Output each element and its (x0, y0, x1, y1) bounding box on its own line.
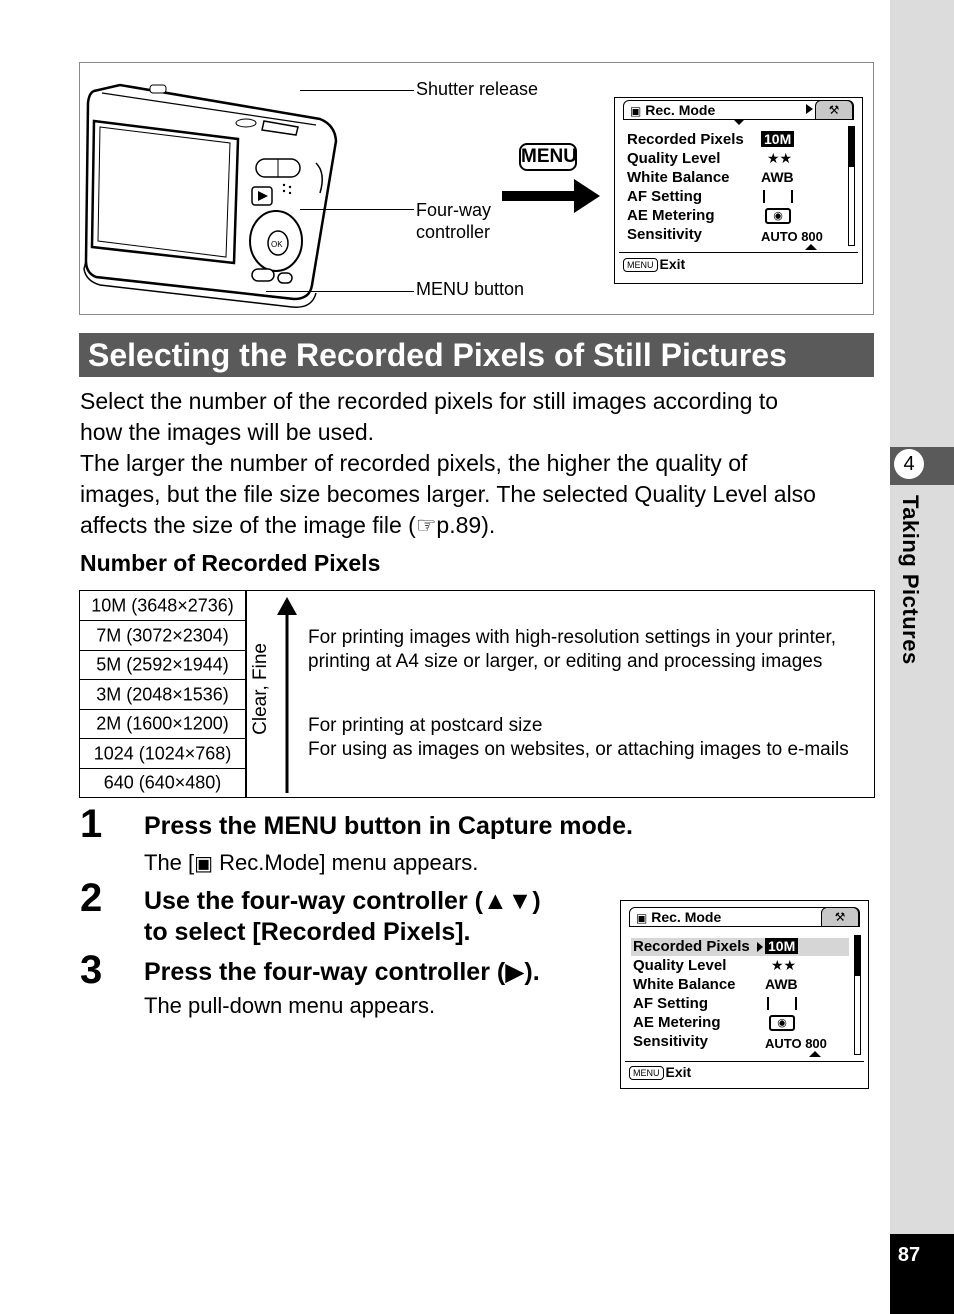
intro-line: images, but the file size becomes larger. The selected Quality Level also (80, 481, 816, 507)
rec-mode-screen-1 (614, 97, 863, 284)
tab-bar (623, 100, 854, 120)
page-reference-link[interactable]: ☞p.89 (415, 512, 482, 538)
table-row: 5M (2592×1944) (80, 651, 246, 680)
intro-line: affects the size of the image file (☞p.89). (80, 512, 496, 538)
page-number: 87 (897, 1244, 921, 1266)
step-1-title: Press the MENU button in Capture mode. (144, 812, 633, 840)
step-3-title: Press the four-way controller (▶). (144, 958, 540, 986)
menu-item-ae-metering: AE Metering (627, 207, 715, 224)
value-quality-stars: ★★ (771, 957, 797, 973)
intro-line: how the images will be used. (80, 419, 375, 445)
recorded-pixels-table (79, 590, 875, 798)
value-sensitivity: AUTO 800 (761, 229, 823, 244)
use-high-resolution: For printing images with high-resolution settings in your printer, printing at A4 size or larger, or editing and processing images (308, 627, 837, 672)
arrow-right-icon (502, 179, 602, 213)
scrollbar (854, 935, 861, 1055)
step-1-subtitle: The [▣ Rec.Mode] menu appears. (144, 850, 479, 875)
intro-line: The larger the number of recorded pixels, the higher the quality of (80, 450, 748, 476)
scrollbar (848, 126, 855, 246)
table-row: 7M (3072×2304) (80, 621, 246, 651)
setup-tab-wrench-icon: ⚒ (821, 907, 859, 927)
menu-key-icon: MENU (519, 143, 577, 171)
page-number-box (890, 1234, 954, 1314)
divider (619, 252, 858, 253)
section-heading-bar (79, 333, 874, 377)
value-sensitivity: AUTO 800 (765, 1036, 827, 1051)
camera-icon: ▣ (636, 911, 648, 925)
ae-metering-icon: ◉ (765, 208, 791, 224)
menu-item-white-balance: White Balance (633, 976, 736, 993)
menu-button-leader (266, 291, 414, 292)
menu-item-af-setting: AF Setting (627, 188, 702, 205)
exit-hint: MENU Exit (629, 1064, 691, 1080)
submenu-arrow-icon (757, 942, 763, 952)
menu-key-icon: MENU (629, 1066, 664, 1080)
step-2-title-line-1: Use the four-way controller (▲▼) (144, 887, 541, 915)
up-arrow-icon (805, 244, 817, 250)
section-heading: Selecting the Recorded Pixels of Still Pictures (88, 337, 787, 373)
quality-axis-label: Clear, Fine (250, 643, 271, 735)
menu-item-sensitivity: Sensitivity (627, 226, 703, 243)
tab-right-arrow-icon (806, 104, 813, 114)
shutter-leader (300, 90, 414, 91)
intro-line: Select the number of the recorded pixels for still images according to (80, 388, 779, 414)
value-quality-stars: ★★ (767, 150, 793, 166)
table-row: 10M (3648×2736) (80, 591, 246, 621)
value-white-balance: AWB (765, 976, 798, 992)
table-row: 3M (2048×1536) (80, 680, 246, 710)
menu-item-recorded-pixels: Recorded Pixels (627, 131, 744, 148)
table-row: 2M (1600×1200) (80, 710, 246, 739)
setup-tab-wrench-icon: ⚒ (815, 100, 853, 120)
chapter-number: 4 (894, 449, 924, 479)
chapter-title-box (887, 495, 927, 695)
value-white-balance: AWB (761, 169, 794, 185)
menu-item-ae-metering: AE Metering (633, 1014, 721, 1031)
menu-item-sensitivity: Sensitivity (633, 1033, 709, 1050)
step-number: 3 (80, 948, 103, 992)
menu-item-recorded-pixels: Recorded Pixels (633, 938, 750, 955)
step-number: 1 (80, 802, 103, 846)
rec-mode-tab: ▣ Rec. Mode (636, 909, 722, 925)
af-frame-icon (767, 997, 797, 1010)
ae-metering-icon: ◉ (769, 1015, 795, 1031)
svg-text:OK: OK (271, 240, 283, 249)
column-divider (246, 591, 247, 797)
tab-bar (629, 907, 860, 927)
quality-up-arrow-icon (276, 597, 298, 793)
rec-mode-screen-2 (620, 900, 869, 1089)
menu-key-icon: MENU (623, 258, 658, 272)
quality-axis-label-box (250, 643, 276, 749)
menu-item-af-setting: AF Setting (633, 995, 708, 1012)
camera-illustration-frame (79, 62, 874, 315)
exit-hint: MENU Exit (623, 256, 685, 272)
up-arrow-icon (809, 1051, 821, 1057)
callout-shutter-release: Shutter release (416, 79, 539, 99)
step-3-subtitle: The pull-down menu appears. (144, 993, 436, 1018)
table-title: Number of Recorded Pixels (80, 550, 381, 576)
value-recorded-pixels: 10M (765, 937, 798, 956)
rec-mode-tab: ▣ Rec. Mode (630, 102, 716, 118)
af-frame-icon (763, 190, 793, 203)
step-number: 2 (80, 876, 103, 920)
camera-icon: ▣ (194, 853, 214, 875)
chapter-title: Taking Pictures (898, 495, 923, 665)
table-row: 1024 (1024×768) (80, 739, 246, 769)
callout-menu-button: MENU button (416, 279, 525, 299)
step-2-title-line-2: to select [Recorded Pixels]. (144, 918, 471, 946)
fourway-leader (300, 209, 414, 210)
menu-item-quality-level: Quality Level (633, 957, 727, 974)
intro-paragraph (80, 386, 880, 541)
menu-item-quality-level: Quality Level (627, 150, 721, 167)
value-recorded-pixels: 10M (761, 130, 794, 149)
down-arrow-icon (733, 119, 745, 125)
use-web-email: For using as images on websites, or attaching images to e-mails (308, 739, 849, 760)
callout-four-way-controller: Four-way controller (416, 200, 492, 242)
menu-item-white-balance: White Balance (627, 169, 730, 186)
camera-icon: ▣ (630, 104, 642, 118)
camera-illustration (80, 63, 420, 313)
divider (625, 1061, 864, 1062)
table-row: 640 (640×480) (80, 769, 246, 797)
use-postcard: For printing at postcard size (308, 715, 543, 736)
